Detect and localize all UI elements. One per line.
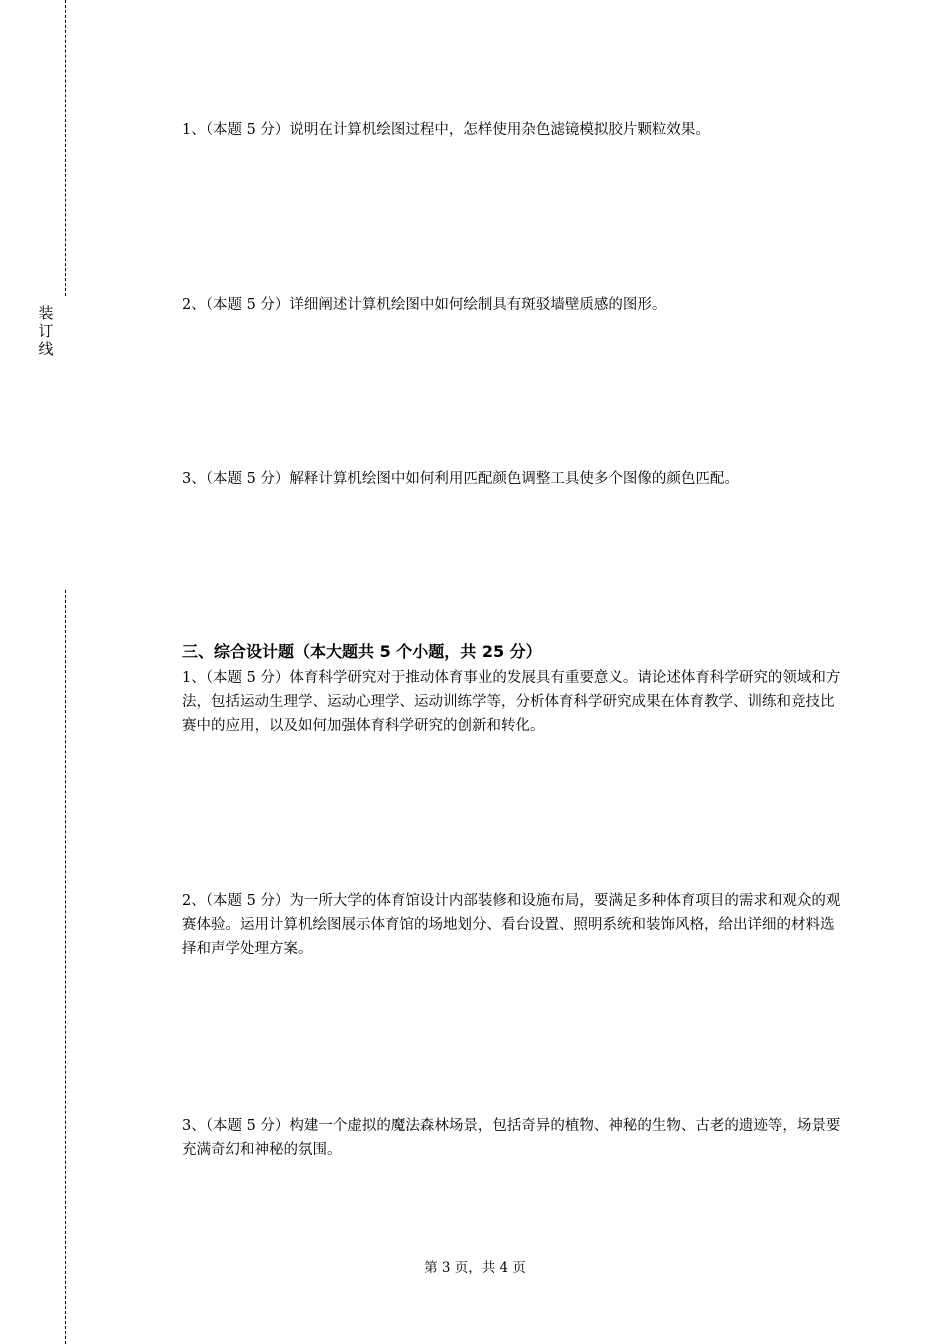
question-3-3: 3、（本题 5 分）构建一个虚拟的魔法森林场景，包括奇异的植物、神秘的生物、古老的遗迹等，场景要充满奇幻和神秘的氛围。 xyxy=(182,1118,841,1158)
section-title-part3: 三、综合设计题（本大题共 5 个小题，共 25 分） xyxy=(182,642,542,661)
question-3-1: 1、（本题 5 分）体育科学研究对于推动体育事业的发展具有重要意义。请论述体育科学研究的领域和方法，包括运动生理学、运动心理学、运动训练学等，分析体育科学研究成果在体育教学、训练和竞技比赛中的应用，以及如何加强体育科学研究的创新和转化。 xyxy=(182,670,841,734)
page-number: 第 3 页，共 4 页 xyxy=(424,1260,526,1276)
question-2-1: 1、（本题 5 分）说明在计算机绘图过程中，怎样使用杂色滤镜模拟胶片颗粒效果。 xyxy=(182,122,710,138)
question-2-2: 2、（本题 5 分）详细阐述计算机绘图中如何绘制具有斑驳墙壁质感的图形。 xyxy=(182,297,667,313)
binding-label xyxy=(38,304,54,358)
binding-label-char: 装 xyxy=(38,304,54,322)
binding-dashed-line-top xyxy=(65,0,66,296)
binding-label-char: 线 xyxy=(38,340,54,358)
question-2-3: 3、（本题 5 分）解释计算机绘图中如何利用匹配颜色调整工具使多个图像的颜色匹配。 xyxy=(182,471,739,487)
binding-dashed-line-bottom xyxy=(65,590,66,1344)
question-3-2: 2、（本题 5 分）为一所大学的体育馆设计内部装修和设施布局，要满足多种体育项目的需求和观众的观赛体验。运用计算机绘图展示体育馆的场地划分、看台设置、照明系统和装饰风格，给出详细的材料选择和声学处理方案。 xyxy=(182,893,841,957)
binding-label-char: 订 xyxy=(38,322,54,340)
